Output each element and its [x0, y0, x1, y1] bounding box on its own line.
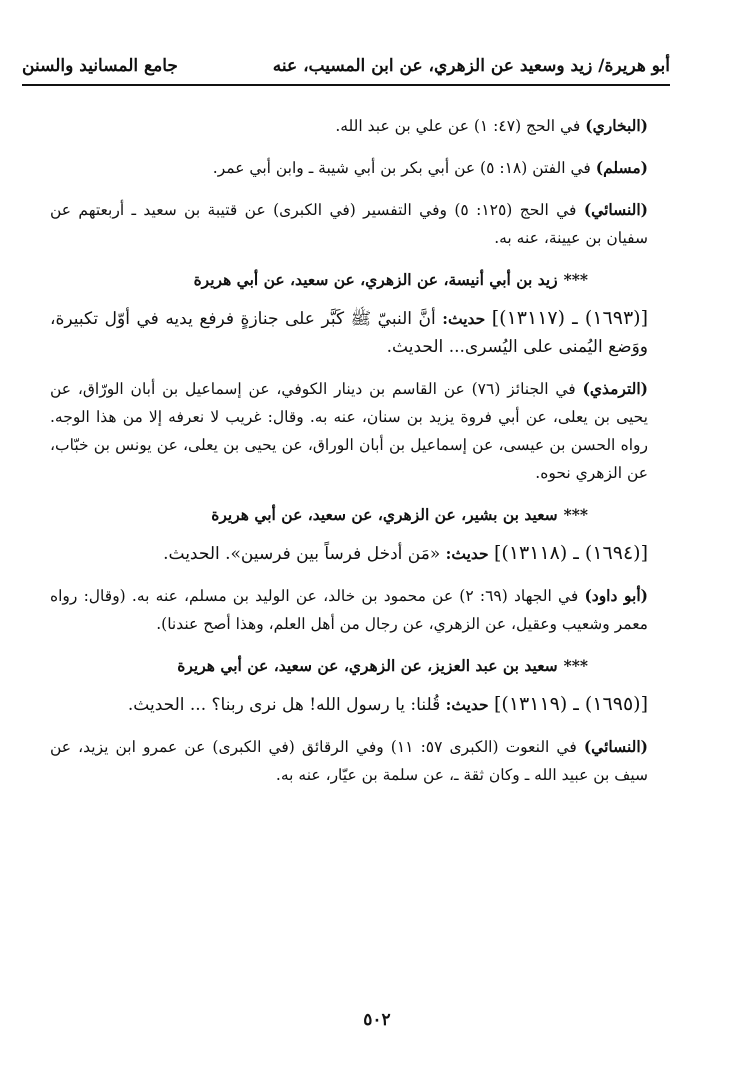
isnad-heading: [50, 266, 648, 294]
hadith-label: حديث:: [440, 544, 494, 563]
hadith-number: [(١٦٩٣) ـ (١٣١١٧)]: [491, 307, 648, 329]
isnad-text: زيد بن أبي أنيسة، عن الزهري، عن سعيد، عن أبي هريرة: [193, 270, 558, 289]
source-name: (النسائي): [583, 200, 648, 219]
hadith-entry: [50, 304, 648, 361]
source-paragraph: [50, 733, 648, 789]
hadith-entry: [50, 539, 648, 568]
source-paragraph: [50, 196, 648, 252]
page-body: [50, 112, 648, 803]
page-number: ٥٠٢: [363, 1010, 391, 1030]
source-text: في الجنائز (٧٦) عن القاسم بن دينار الكوفي، عن إسماعيل بن أبان الورّاق، عن يحيى بن يعلى، عن أبي فروة يزيد بن سنان، عنه به. وقال: غريب لا نعرفه إلا من هذا الوجه. رواه الحسن بن عيسى، عن إسماعيل بن أبان الوراق، عن يحيى بن يعلى، عن يونس بن خبّاب، عن الزهري نحوه.: [50, 380, 648, 482]
isnad-heading: [50, 652, 648, 680]
stars-marker: ***: [563, 656, 588, 675]
hadith-number: [(١٦٩٤) ـ (١٣١١٨)]: [494, 542, 648, 564]
source-name: (أبو داود): [584, 586, 648, 605]
hadith-text: أنَّ النبيّ ﷺ كَبَّر على جنازةٍ فرفع يديه في أوّل تكبيرة، ووَضع اليُمنى على اليُسرى... الحديث.: [50, 309, 648, 357]
source-paragraph: [50, 154, 648, 182]
source-text: في الجهاد (٦٩: ٢) عن محمود بن خالد، عن الوليد بن مسلم، عنه به. (وقال: رواه معمر وشعيب وعقيل، عن الزهري، عن رجال من أهل العلم، وهذا أصح عندنا).: [50, 587, 648, 633]
stars-marker: ***: [563, 505, 588, 524]
source-name: (الترمذي): [582, 379, 648, 398]
isnad-heading: [50, 501, 648, 529]
isnad-text: سعيد بن عبد العزيز، عن الزهري، عن سعيد، عن أبي هريرة: [177, 656, 558, 675]
source-text: في الحج (٤٧: ١) عن علي بن عبد الله.: [335, 117, 586, 135]
hadith-text: قُلنا: يا رسول الله! هل نرى ربنا؟ ... الحديث.: [127, 695, 441, 715]
isnad-text: سعيد بن بشير، عن الزهري، عن سعيد، عن أبي هريرة: [211, 505, 558, 524]
hadith-label: حديث:: [440, 695, 494, 714]
running-header: [22, 50, 670, 86]
source-name: (مسلم): [595, 158, 648, 177]
source-name: (النسائي): [583, 737, 648, 756]
hadith-text: «مَن أدخل فرساً بين فرسين». الحديث.: [163, 544, 441, 564]
hadith-label: حديث:: [435, 309, 492, 328]
source-text: في الفتن (١٨: ٥) عن أبي بكر بن أبي شيبة ـ وابن أبي عمر.: [212, 159, 596, 177]
source-text: في الحج (١٢٥: ٥) وفي التفسير (في الكبرى) عن قتيبة بن سعيد ـ أربعتهم عن سفيان بن عيينة، عنه به.: [50, 201, 648, 247]
book-title: جامع المسانيد والسنن: [22, 56, 178, 76]
stars-marker: ***: [563, 270, 588, 289]
running-title: أبو هريرة/ زيد وسعيد عن الزهري، عن ابن المسيب، عنه: [272, 56, 670, 76]
source-text: في النعوت (الكبرى ٥٧: ١١) وفي الرقائق (في الكبرى) عن عمرو ابن يزيد، عن سيف بن عبيد الله ـ وكان ثقة ـ، عن سلمة بن عيّار، عنه به.: [50, 738, 648, 784]
source-paragraph: [50, 582, 648, 638]
source-paragraph: [50, 112, 648, 140]
source-paragraph: [50, 375, 648, 487]
hadith-entry: [50, 690, 648, 719]
hadith-number: [(١٦٩٥) ـ (١٣١١٩)]: [494, 693, 648, 715]
source-name: (البخاري): [585, 116, 648, 135]
